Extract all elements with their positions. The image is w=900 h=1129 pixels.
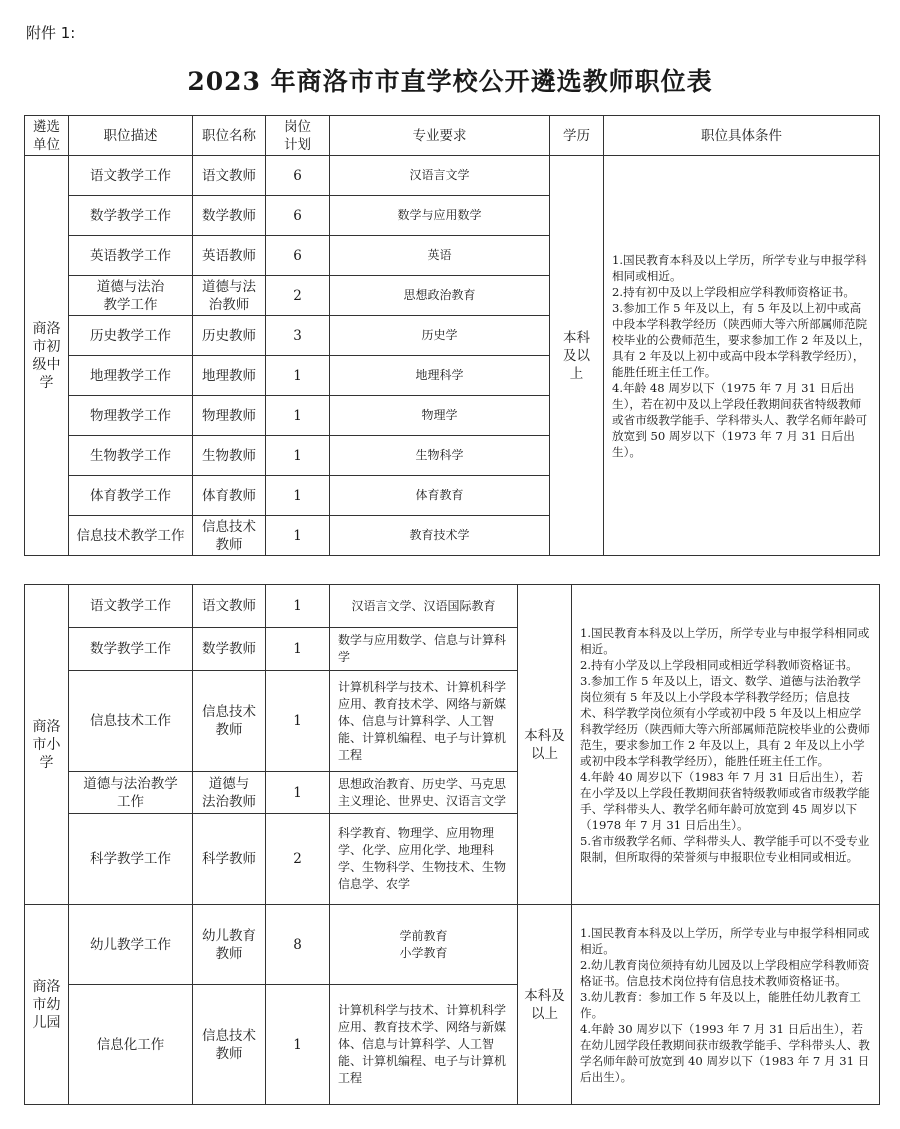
position-plan: 1: [266, 436, 330, 476]
position-plan: 8: [266, 905, 330, 985]
major-requirement: 思想政治教育: [330, 276, 550, 316]
position-description: 信息技术教学工作: [69, 516, 193, 556]
header-description: 职位描述: [69, 116, 193, 156]
position-name: 道德与法 治教师: [193, 276, 266, 316]
position-description: 科学教学工作: [69, 814, 193, 905]
position-name: 体育教师: [193, 476, 266, 516]
major-requirement: 汉语言文学、汉语国际教育: [330, 585, 518, 628]
position-plan: 1: [266, 628, 330, 671]
major-requirement: 数学与应用数学、信息与计算科学: [330, 628, 518, 671]
condition-item: 1.国民教育本科及以上学历，所学专业与申报学科相同或相近。: [580, 925, 870, 956]
major-requirement: 思想政治教育、历史学、马克思主义理论、世界史、汉语言文学: [330, 772, 518, 814]
positions-table-2: [24, 584, 880, 1105]
conditions-cell: [572, 905, 880, 1105]
position-plan: 1: [266, 585, 330, 628]
position-description: 地理教学工作: [69, 356, 193, 396]
unit-cell: 商洛 市初 级中 学: [25, 156, 69, 556]
condition-item: 1.国民教育本科及以上学历，所学专业与申报学科相同或相近。: [612, 252, 867, 283]
position-description: 信息技术工作: [69, 671, 193, 772]
table-header-row: [25, 116, 880, 156]
page-title: 2023 年商洛市市直学校公开遴选教师职位表: [187, 67, 713, 96]
position-plan: 1: [266, 476, 330, 516]
position-plan: 2: [266, 814, 330, 905]
condition-item: 3.参加工作 5 年及以上，有 5 年及以上初中或高中段本学科教学经历（陕西师大等六所部属师范院校毕业的公费师范生，要求参加工作 2 年及以上，具有 2 年及以上初中或高中段本学科教学经历），能胜任班主任工作。: [612, 300, 871, 379]
condition-item: 2.持有初中及以上学段相应学科教师资格证书。: [612, 284, 855, 299]
major-requirement: 教育技术学: [330, 516, 550, 556]
major-requirement: 计算机科学与技术、计算机科学应用、教育技术学、网络与新媒体、信息与计算科学、人工智能、计算机编程、电子与计算机工程: [330, 671, 518, 772]
position-description: 历史教学工作: [69, 316, 193, 356]
header-plan: 岗位 计划: [266, 116, 330, 156]
position-description: 语文教学工作: [69, 156, 193, 196]
major-requirement: 汉语言文学: [330, 156, 550, 196]
major-requirement: 地理科学: [330, 356, 550, 396]
condition-item: 3.参加工作 5 年及以上，语文、数学、道德与法治教学岗位须有 5 年及以上小学段本学科教学经历；信息技术、科学教学岗位须有小学或初中段 5 年及以上相应学科教学经历（陕西师大等六所部属师范院校毕业的公费师范生，要求参加工作 2 年及以上，具有 2 年及以上小学或初中段本学科教学经历），能胜任班主任工作。: [580, 673, 870, 768]
position-description: 信息化工作: [69, 985, 193, 1105]
position-plan: 1: [266, 516, 330, 556]
education-cell: 本科及 以上: [518, 905, 572, 1105]
position-name: 地理教师: [193, 356, 266, 396]
position-description: 生物教学工作: [69, 436, 193, 476]
attachment-label: 附件 1:: [26, 24, 76, 42]
position-plan: 1: [266, 772, 330, 814]
education-cell: 本科 及以 上: [550, 156, 604, 556]
condition-item: 1.国民教育本科及以上学历，所学专业与申报学科相同或相近。: [580, 625, 870, 656]
position-description: 数学教学工作: [69, 628, 193, 671]
position-description: 道德与法治教学 工作: [69, 772, 193, 814]
position-name: 英语教师: [193, 236, 266, 276]
position-description: 英语教学工作: [69, 236, 193, 276]
position-name: 生物教师: [193, 436, 266, 476]
position-plan: 6: [266, 196, 330, 236]
condition-item: 2.持有小学及以上学段相同或相近学科教师资格证书。: [580, 657, 858, 672]
position-name: 数学教师: [193, 628, 266, 671]
header-education: 学历: [550, 116, 604, 156]
position-name: 数学教师: [193, 196, 266, 236]
position-description: 语文教学工作: [69, 585, 193, 628]
condition-item: 4.年龄 48 周岁以下（1975 年 7 月 31 日后出生），若在初中及以上学段任教期间获省特级教师或省市级教学能手、学科带头人、教学名师年龄可放宽到 50 周岁以下（1973 年 7 月 31 日后出生）。: [612, 380, 868, 459]
unit-cell: 商洛 市幼 儿园: [25, 905, 69, 1105]
position-name: 信息技术 教师: [193, 516, 266, 556]
major-requirement: 体育教育: [330, 476, 550, 516]
position-plan: 1: [266, 356, 330, 396]
positions-table-1: [24, 115, 880, 556]
position-plan: 1: [266, 396, 330, 436]
condition-item: 2.幼儿教育岗位须持有幼儿园及以上学段相应学科教师资格证书。信息技术岗位持有信息技术教师资格证书。: [580, 957, 870, 988]
position-description: 数学教学工作: [69, 196, 193, 236]
position-description: 幼儿教学工作: [69, 905, 193, 985]
major-requirement: 数学与应用数学: [330, 196, 550, 236]
position-name: 物理教师: [193, 396, 266, 436]
position-description: 体育教学工作: [69, 476, 193, 516]
table-row: [25, 585, 880, 628]
unit-cell: 商洛 市小 学: [25, 585, 69, 905]
position-plan: 2: [266, 276, 330, 316]
position-name: 信息技术 教师: [193, 985, 266, 1105]
position-name: 历史教师: [193, 316, 266, 356]
header-conditions: 职位具体条件: [604, 116, 880, 156]
major-requirement: 学前教育 小学教育: [330, 905, 518, 985]
position-name: 道德与 法治教师: [193, 772, 266, 814]
condition-item: 4.年龄 30 周岁以下（1993 年 7 月 31 日后出生），若在幼儿园学段任教期间获市级教学能手、学科带头人、教学名师年龄可放宽到 40 周岁以下（1983 年 7 月 31 日后出生）。: [580, 1021, 870, 1084]
major-requirement: 历史学: [330, 316, 550, 356]
header-unit: 遴选 单位: [25, 116, 69, 156]
position-name: 语文教师: [193, 156, 266, 196]
major-requirement: 科学教育、物理学、应用物理学、化学、应用化学、地理科学、生物科学、生物技术、生物信息学、农学: [330, 814, 518, 905]
position-plan: 3: [266, 316, 330, 356]
position-description: 道德与法治 教学工作: [69, 276, 193, 316]
position-name: 幼儿教育 教师: [193, 905, 266, 985]
major-requirement: 物理学: [330, 396, 550, 436]
position-plan: 1: [266, 985, 330, 1105]
education-cell: 本科及 以上: [518, 585, 572, 905]
position-name: 语文教师: [193, 585, 266, 628]
major-requirement: 生物科学: [330, 436, 550, 476]
position-plan: 6: [266, 236, 330, 276]
position-description: 物理教学工作: [69, 396, 193, 436]
position-name: 信息技术 教师: [193, 671, 266, 772]
conditions-cell: [604, 156, 880, 556]
condition-item: 5.省市级教学名师、学科带头人、教学能手可以不受专业限制，但所取得的荣誉须与申报职位专业相同或相近。: [580, 833, 870, 864]
table-row: [25, 156, 880, 196]
position-name: 科学教师: [193, 814, 266, 905]
position-plan: 1: [266, 671, 330, 772]
major-requirement: 计算机科学与技术、计算机科学应用、教育技术学、网络与新媒体、信息与计算科学、人工智能、计算机编程、电子与计算机工程: [330, 985, 518, 1105]
major-requirement: 英语: [330, 236, 550, 276]
condition-item: 4.年龄 40 周岁以下（1983 年 7 月 31 日后出生），若在小学及以上学段任教期间获省特级教师或省市级教学能手、学科带头人、教学名师年龄可放宽到 45 周岁以下（1978 年 7 月 31 日后出生）。: [580, 769, 870, 832]
condition-item: 3.幼儿教育：参加工作 5 年及以上，能胜任幼儿教育工作。: [580, 989, 861, 1020]
conditions-cell: [572, 585, 880, 905]
header-major: 专业要求: [330, 116, 550, 156]
table-row: [25, 905, 880, 985]
position-plan: 6: [266, 156, 330, 196]
header-position: 职位名称: [193, 116, 266, 156]
